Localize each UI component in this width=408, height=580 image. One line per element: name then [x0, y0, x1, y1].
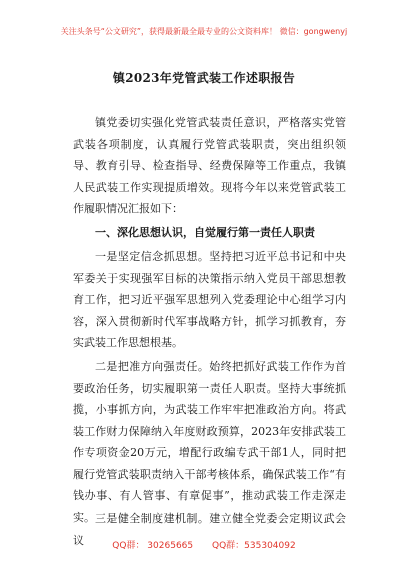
footer-qq-group-1: QQ群： 30265665 — [112, 541, 194, 551]
footer-contact — [0, 538, 408, 551]
body-paragraph: 三是健全制度建机制。建立健全党委会定期议武会议 — [73, 512, 346, 547]
footer-qq-group-2: QQ群：535304092 — [212, 541, 296, 551]
section-heading: 一、深化思想认识，自觉履行第一责任人职责 — [95, 226, 315, 239]
header-banner: 关注头条号“公文研究”，获得最新最全最专业的公文资料库！ 微信：gongwenyj — [60, 27, 348, 36]
page-title: 镇2023年党管武装工作述职报告 — [112, 71, 296, 85]
body-paragraph: 一是坚定信念抓思想。坚持把习近平总书记和中央军委关于实现强军目标的决策指示纳入党员干部思想教育工作，把习近平强军思想列入党委理论中心组学习内容，深入贯彻新时代军事战略方针，抓学习抓教育，夯实武装工作思想根基。 — [73, 250, 346, 349]
body-paragraph: 二是把准方向强责任。始终把抓好武装工作作为首要政治任务，切实履职第一责任人职责。坚持大事统抓揽，小事抓方向，为武装工作牢牢把准政治方向。将武装工作财力保障纳入年度财政预算，2023年安排武装工作专项资金20万元，增配行政编专武干部1人，同时把履行党管武装职责纳入干部考核体系，确保武装工作“有钱办事、有人管事、有章促事”，推动武装工作走深走实。 — [73, 360, 346, 524]
intro-paragraph: 镇党委切实强化党管武装责任意识，严格落实党管武装各项制度，认真履行党管武装职责，突出组织领导、教育引导、检查指导、经费保障等工作重点，我镇人民武装工作实现提质增效。现将今年以来党管武装工作履职情况汇报如下： — [73, 116, 346, 215]
